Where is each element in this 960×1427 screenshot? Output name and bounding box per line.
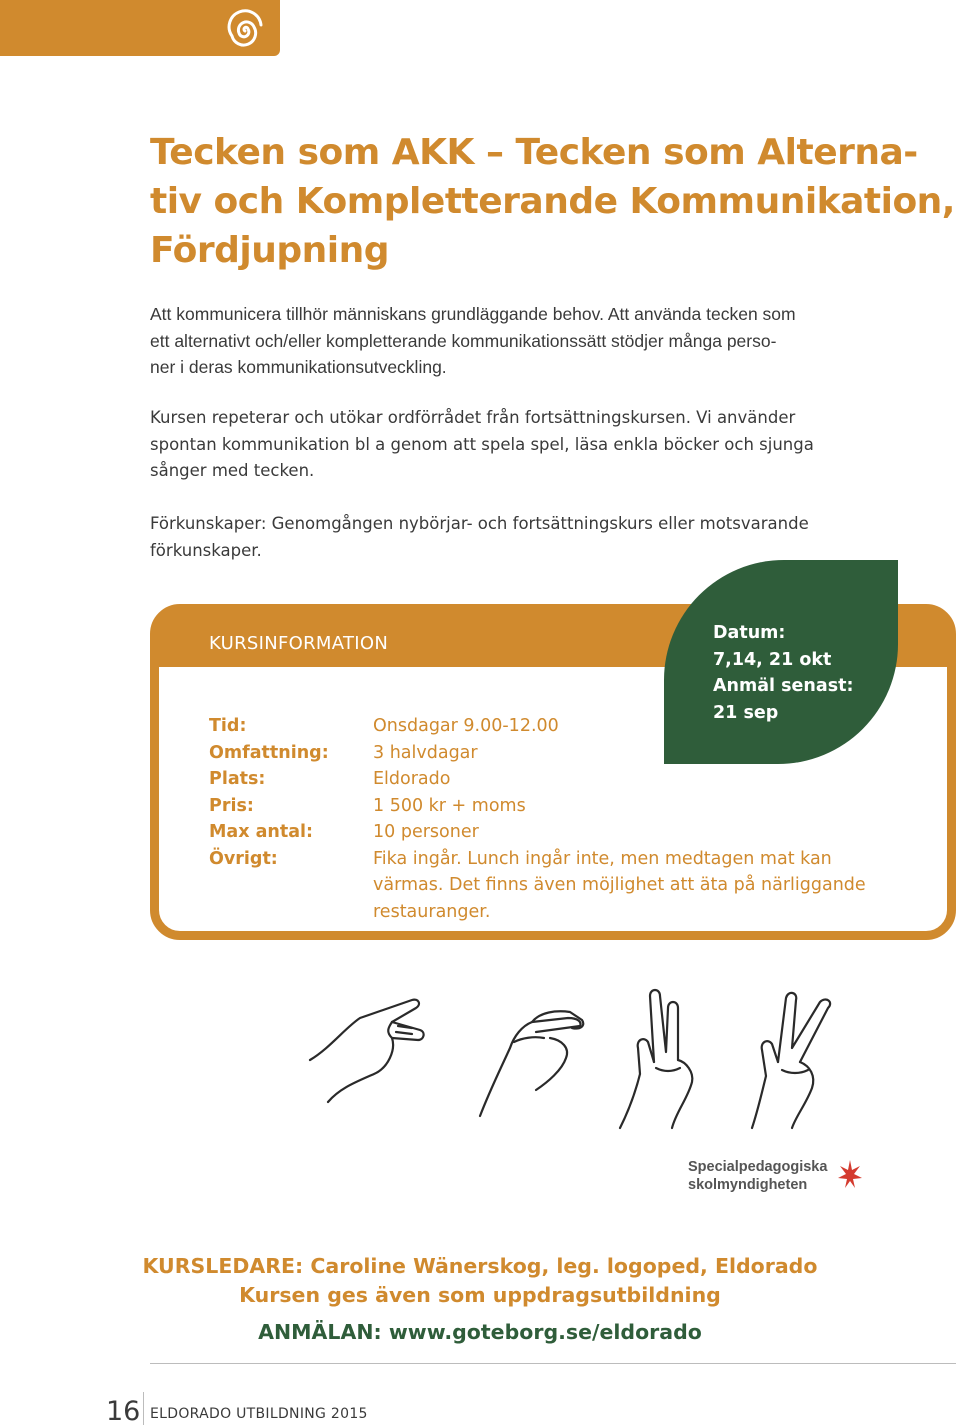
intro-line: ett alternativt och/eller kompletterande kommunikationssätt stödjer många perso- <box>150 330 777 351</box>
info-value-line: Fika ingår. Lunch ingår inte, men medtagen mat kan <box>373 848 832 869</box>
page-title <box>150 128 955 275</box>
deadline-label: Anmäl senast: <box>713 676 854 696</box>
title-line: Tecken som AKK – Tecken som Alterna- <box>150 132 918 173</box>
description-line: spontan kommunikation bl a genom att spela spel, läsa enkla böcker och sjunga <box>150 434 814 454</box>
star-icon <box>838 1158 862 1196</box>
info-value-line: restauranger. <box>373 901 491 922</box>
date-value: 7,14, 21 okt <box>713 649 832 670</box>
signup-link[interactable]: ANMÄLAN: www.goteborg.se/eldorado <box>258 1320 702 1344</box>
info-label: Övrigt: <box>209 848 278 869</box>
prerequisites-line: Förkunskaper: Genomgången nybörjar- och fortsättningskurs eller motsvarande <box>150 514 809 533</box>
footer-divider <box>150 1363 956 1364</box>
date-badge-text <box>713 620 853 726</box>
prerequisites <box>150 511 950 564</box>
info-label: Plats: <box>209 769 266 789</box>
course-leader <box>0 1252 960 1310</box>
logo-line: Specialpedagogiska <box>688 1159 828 1175</box>
info-value: Onsdagar 9.00-12.00 <box>373 716 559 736</box>
description-line: sånger med tecken. <box>150 461 315 480</box>
deadline-value: 21 sep <box>713 702 779 723</box>
info-value: Eldorado <box>373 769 451 789</box>
intro-line: Att kommunicera tillhör människans grundläggande behov. Att använda tecken som <box>150 304 796 324</box>
course-info-heading: KURSINFORMATION <box>209 633 389 654</box>
logo-line: skolmyndigheten <box>688 1177 808 1193</box>
info-label: Pris: <box>209 795 254 816</box>
prerequisites-line: förkunskaper. <box>150 540 262 560</box>
date-label: Datum: <box>713 623 786 643</box>
footer-separator <box>143 1392 144 1425</box>
info-value <box>373 846 866 926</box>
description-line: Kursen repeterar och utökar ordförrådet från fortsättningskursen. Vi använder <box>150 408 796 427</box>
intro-line: ner i deras kommunikationsutveckling. <box>150 357 447 377</box>
header-bar <box>0 0 280 56</box>
info-label: Omfattning: <box>209 742 329 763</box>
info-value: 10 personer <box>373 822 479 842</box>
intro-paragraph <box>150 301 950 381</box>
page-number: 16 <box>106 1396 141 1427</box>
info-value-line: värmas. Det finns även möjlighet att äta på närliggande <box>373 875 866 895</box>
spsm-logo <box>688 1158 868 1206</box>
info-label: Max antal: <box>209 822 314 842</box>
title-line: tiv och Kompletterande Kommunikation, <box>150 181 955 222</box>
info-value: 1 500 kr + moms <box>373 795 526 816</box>
logo-wordmark <box>688 1158 827 1194</box>
course-leader-line: KURSLEDARE: Caroline Wänerskog, leg. logoped, Eldorado <box>142 1254 818 1278</box>
commission-note: Kursen ges även som uppdragsutbildning <box>239 1283 721 1307</box>
info-value: 3 halvdagar <box>373 742 478 763</box>
sign-language-hands-icon <box>300 978 860 1133</box>
info-label: Tid: <box>209 716 247 736</box>
spiral-icon <box>212 4 276 56</box>
publication-name: ELDORADO UTBILDNING 2015 <box>150 1406 368 1422</box>
title-line: Fördjupning <box>150 230 389 271</box>
course-description <box>150 405 950 485</box>
